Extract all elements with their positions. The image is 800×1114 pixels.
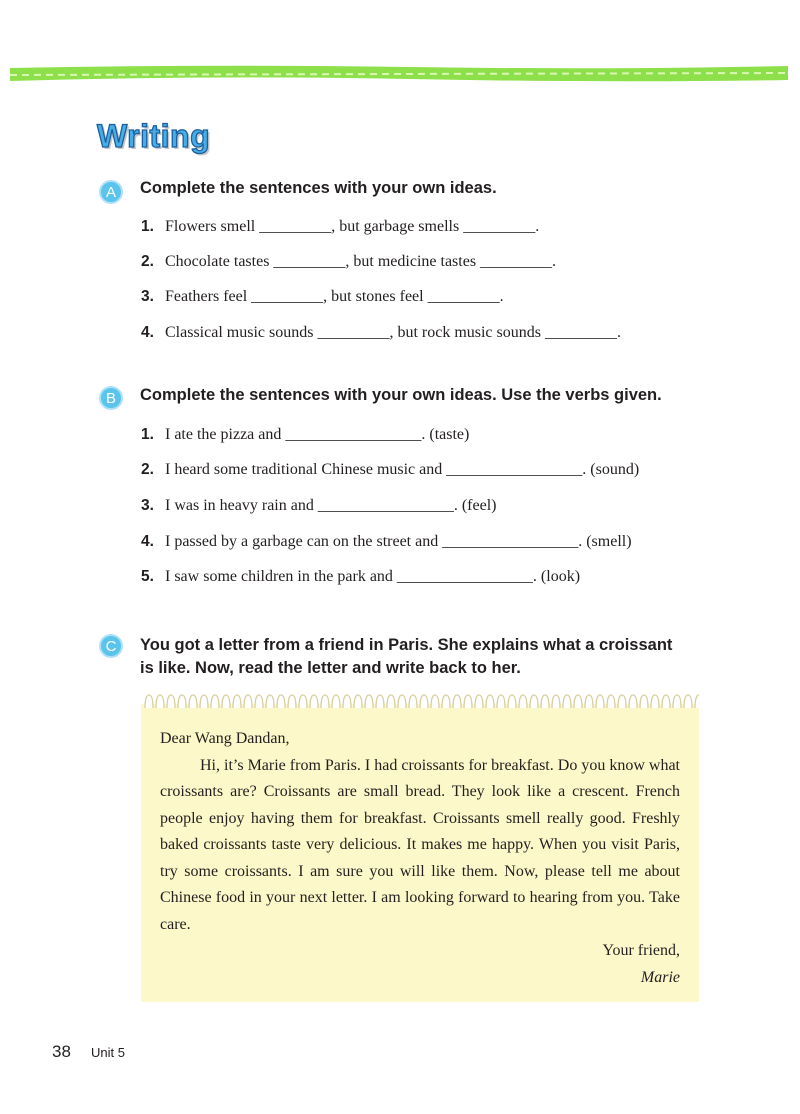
- letter-card: [141, 692, 699, 1002]
- spiral-ring: [596, 695, 604, 708]
- spiral-ring: [244, 695, 252, 708]
- item-number: 2.: [141, 253, 154, 270]
- spiral-ring: [255, 695, 263, 708]
- spiral-ring: [409, 695, 417, 708]
- spiral-ring: [365, 695, 373, 708]
- spiral-ring: [222, 695, 230, 708]
- item-number: 3.: [141, 288, 154, 305]
- spiral-ring: [684, 695, 692, 708]
- spiral-ring: [662, 695, 670, 708]
- spiral-ring: [530, 695, 538, 708]
- spiral-ring: [354, 695, 362, 708]
- spiral-ring: [486, 695, 494, 708]
- spiral-ring: [167, 695, 175, 708]
- section-b-item: [141, 497, 496, 515]
- item-number: 2.: [141, 461, 154, 478]
- section-c-badge: C: [99, 634, 123, 658]
- section-a-item: [141, 253, 556, 271]
- letter-closing: Your friend,: [602, 942, 680, 959]
- item-text: Classical music sounds _________, but rock music sounds _________.: [165, 324, 621, 341]
- section-b-item: [141, 533, 632, 551]
- letter-body: [160, 726, 680, 991]
- item-text: I passed by a garbage can on the street and _________________. (smell): [165, 533, 632, 550]
- section-b-badge: B: [99, 386, 123, 410]
- spiral-ring: [607, 695, 615, 708]
- spiral-ring: [431, 695, 439, 708]
- spiral-ring: [156, 695, 164, 708]
- spiral-ring: [497, 695, 505, 708]
- section-a-item: [141, 218, 539, 236]
- spiral-ring: [398, 695, 406, 708]
- spiral-ring: [508, 695, 516, 708]
- spiral-ring: [541, 695, 549, 708]
- item-text: Flowers smell _________, but garbage smells _________.: [165, 218, 540, 235]
- item-text: Chocolate tastes _________, but medicine tastes _________.: [165, 253, 557, 270]
- letter-paragraph: Hi, it’s Marie from Paris. I had croissants for breakfast. Do you know what croissants are? Croissants are small bread. They look like a crescent. French people enjoy having them for breakfast. Croissants smell really good. Freshly baked croissants taste very delicious. It makes me happy. When you visit Paris, try some croissants. I am sure you will like them. Now, please tell me about Chinese food in your next letter. I am looking forward to hearing from you. Take care.: [160, 756, 680, 933]
- item-text: Feathers feel _________, but stones feel _________.: [165, 288, 504, 305]
- section-a-item: [141, 324, 621, 342]
- page-number: 38: [52, 1042, 71, 1061]
- spiral-ring: [200, 695, 208, 708]
- section-a-item: [141, 288, 504, 306]
- spiral-ring: [288, 695, 296, 708]
- item-text: I saw some children in the park and _________________. (look): [165, 568, 581, 585]
- spiral-ring: [574, 695, 582, 708]
- spiral-ring: [618, 695, 626, 708]
- spiral-ring: [519, 695, 527, 708]
- unit-label: Unit 5: [91, 1045, 125, 1060]
- section-a-badge: A: [99, 180, 123, 204]
- decorative-green-band: [10, 62, 788, 84]
- spiral-ring: [464, 695, 472, 708]
- section-a-instruction: Complete the sentences with your own ideas.: [140, 179, 497, 197]
- spiral-ring: [178, 695, 186, 708]
- spiral-ring: [332, 695, 340, 708]
- spiral-ring: [145, 695, 153, 708]
- letter-signature: Marie: [640, 968, 680, 986]
- spiral-ring: [189, 695, 197, 708]
- spiral-ring: [420, 695, 428, 708]
- spiral-ring: [321, 695, 329, 708]
- section-c-instruction-line2: is like. Now, read the letter and write back to her.: [140, 659, 521, 677]
- spiral-ring: [376, 695, 384, 708]
- item-text: I ate the pizza and _________________. (taste): [165, 426, 470, 443]
- spiral-ring: [585, 695, 593, 708]
- item-number: 5.: [141, 568, 154, 585]
- section-b-item: [141, 568, 580, 586]
- spiral-ring: [629, 695, 637, 708]
- spiral-ring: [640, 695, 648, 708]
- spiral-ring: [343, 695, 351, 708]
- section-b-item: [141, 426, 469, 444]
- spiral-ring: [299, 695, 307, 708]
- spiral-ring: [442, 695, 450, 708]
- spiral-ring: [266, 695, 274, 708]
- item-number: 1.: [141, 218, 154, 235]
- section-b-instruction: Complete the sentences with your own ideas. Use the verbs given.: [140, 386, 662, 404]
- spiral-ring: [673, 695, 681, 708]
- section-c-instruction-line1: You got a letter from a friend in Paris. She explains what a croissant: [140, 636, 673, 654]
- spiral-ring: [453, 695, 461, 708]
- item-number: 4.: [141, 533, 154, 550]
- spiral-ring: [552, 695, 560, 708]
- notepad-spiral-edge: [141, 692, 699, 714]
- spiral-ring: [651, 695, 659, 708]
- item-text: I heard some traditional Chinese music and _________________. (sound): [165, 461, 640, 478]
- spiral-ring: [233, 695, 241, 708]
- page-title: Writing: [97, 118, 211, 154]
- spiral-ring: [563, 695, 571, 708]
- item-number: 1.: [141, 426, 154, 443]
- letter-greeting: Dear Wang Dandan,: [160, 730, 290, 747]
- spiral-ring: [387, 695, 395, 708]
- item-text: I was in heavy rain and _________________. (feel): [165, 497, 497, 514]
- spiral-ring: [310, 695, 318, 708]
- item-number: 3.: [141, 497, 154, 514]
- item-number: 4.: [141, 324, 154, 341]
- spiral-ring: [475, 695, 483, 708]
- spiral-ring: [277, 695, 285, 708]
- section-b-item: [141, 461, 639, 479]
- spiral-ring: [211, 695, 219, 708]
